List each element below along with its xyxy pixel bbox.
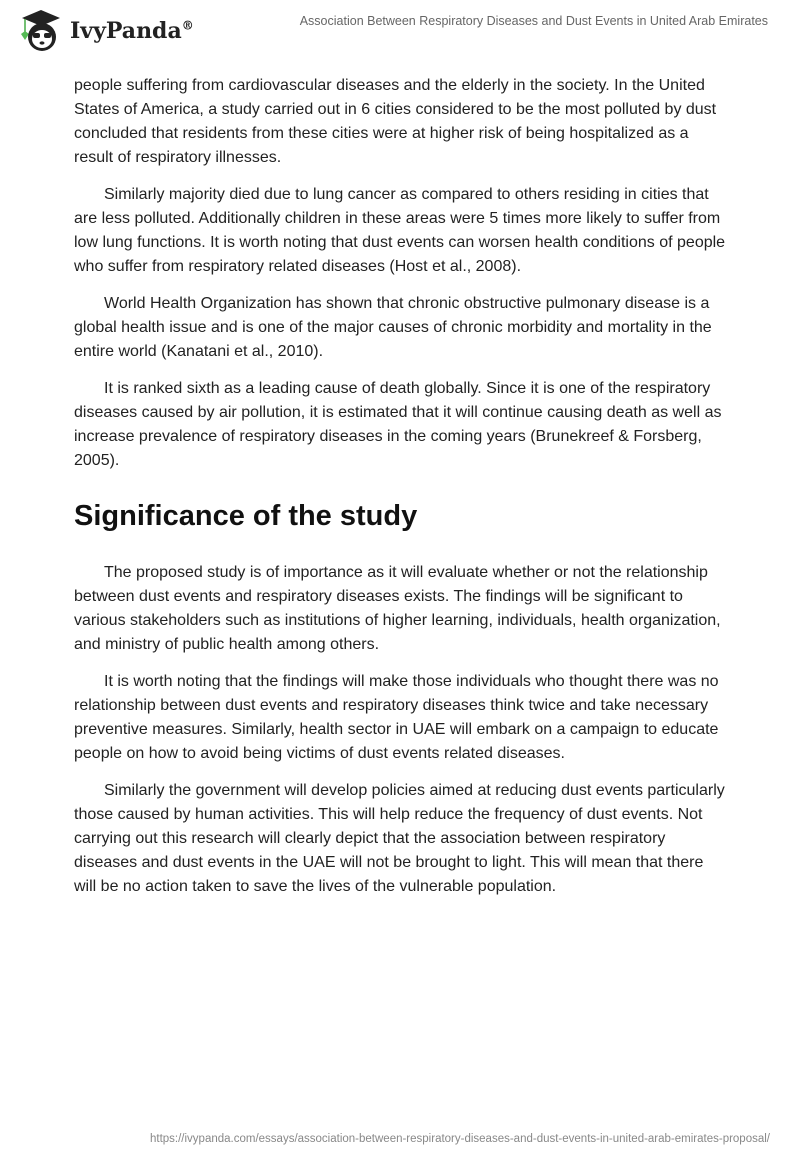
ivypanda-logo[interactable] bbox=[18, 8, 194, 54]
paragraph: people suffering from cardiovascular diseases and the elderly in the society. In the United States of America, a study carried out in 6 cities considered to be the most polluted by dust concluded that residents from these cities were at higher risk of being hospitalized as a result of respiratory illnesses. bbox=[74, 77, 717, 166]
paragraph: Similarly majority died due to lung cancer as compared to others residing in cities that are less polluted. Additionally children in these areas were 5 times more likely to suffer from low lung functions. It is worth noting that dust events can worsen health conditions of people who suffer from respiratory related diseases (Host et al., 2008). bbox=[74, 186, 726, 275]
paragraph: It is worth noting that the findings will make those individuals who thought there was no relationship between dust events and respiratory diseases think twice and take necessary preventive measures. Similarly, health sector in UAE will embark on a campaign to educate people on how to avoid being victims of dust events related diseases. bbox=[74, 673, 719, 762]
paragraph: World Health Organization has shown that chronic obstructive pulmonary disease is a global health issue and is one of the major causes of chronic morbidity and mortality in the entire world (Kanatani et al., 2010). bbox=[74, 295, 712, 360]
essay-content bbox=[74, 74, 726, 912]
section-heading: Significance of the study bbox=[74, 500, 418, 532]
logo-text: IvyPanda bbox=[70, 18, 182, 44]
paragraph: Similarly the government will develop policies aimed at reducing dust events particularly those caused by human activities. This will help reduce the frequency of dust events. Not carrying out this research will clearly depict that the association between respiratory diseases and dust events in the UAE will not be brought to light. This will mean that there will be no action taken to save the lives of the vulnerable population. bbox=[74, 782, 725, 895]
page-header bbox=[0, 0, 800, 60]
panda-graduate-icon bbox=[18, 8, 64, 54]
document-title: Association Between Respiratory Diseases and Dust Events in United Arab Emirates bbox=[299, 14, 768, 28]
registered-mark: ® bbox=[181, 18, 194, 33]
paragraph: The proposed study is of importance as it will evaluate whether or not the relationship between dust events and respiratory diseases exists. The findings will be significant to various stakeholders such as institutions of higher learning, individuals, health organization, and ministry of public health among others. bbox=[74, 564, 721, 653]
paragraph: It is ranked sixth as a leading cause of death globally. Since it is one of the respiratory diseases caused by air pollution, it is estimated that it will continue causing death as well as increase prevalence of respiratory diseases in the coming years (Brunekreef & Forsberg, 2005). bbox=[74, 380, 722, 469]
source-url[interactable]: https://ivypanda.com/essays/association-between-respiratory-diseases-and-dust-events-in-united-arab-emirates-proposal/ bbox=[149, 1133, 770, 1145]
